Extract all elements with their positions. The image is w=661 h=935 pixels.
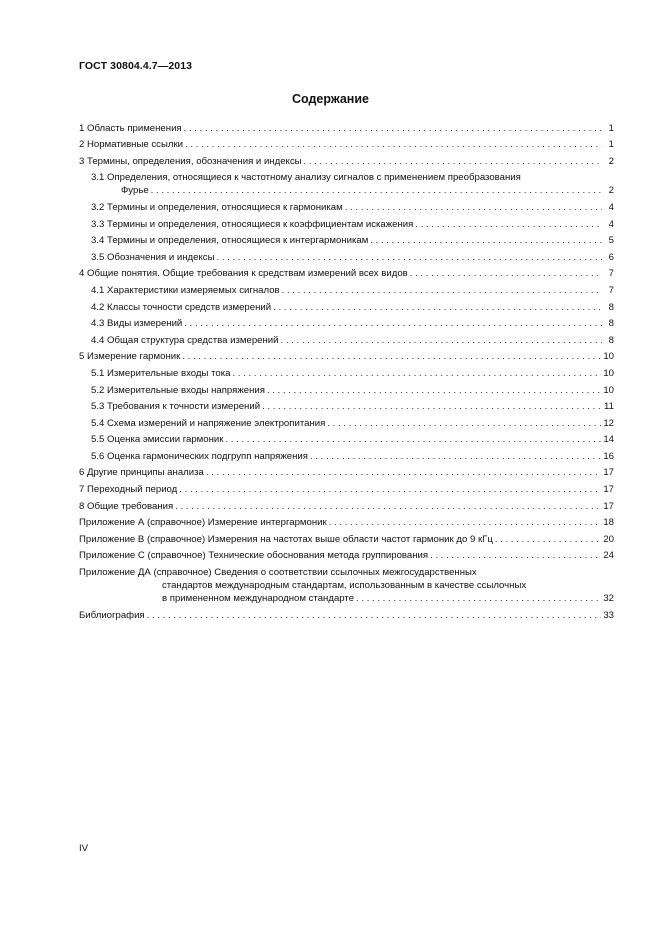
toc-entry-5-1[interactable] <box>79 367 614 380</box>
toc-entry-page: 7 <box>608 268 614 280</box>
toc-entry-page: 33 <box>603 609 614 621</box>
toc-entry-label: 4.3 Виды измерений <box>91 318 183 330</box>
dot-leader <box>370 234 602 247</box>
dot-leader <box>410 267 602 280</box>
toc-entry-label: 8 Общие требования <box>79 500 174 512</box>
toc-entry-label: Приложение А (справочное) Измерение интергармоник <box>79 517 327 529</box>
toc-entry-label: 5.5 Оценка эмиссии гармоник <box>91 434 224 446</box>
toc-entry-page: 1 <box>608 122 614 134</box>
toc-entry-7[interactable] <box>79 483 614 496</box>
toc-entry-page: 5 <box>608 235 614 247</box>
toc-entry-3[interactable] <box>79 155 614 168</box>
toc-entry-label: 1 Область применения <box>79 122 182 134</box>
dot-leader <box>495 533 601 546</box>
toc-entry-page: 10 <box>603 351 614 363</box>
toc-entry-page: 32 <box>603 593 614 605</box>
toc-entry-label: 4.4 Общая структура средства измерений <box>91 334 279 346</box>
table-of-contents <box>79 118 614 622</box>
toc-entry-label: 3.5 Обозначения и индексы <box>91 251 215 263</box>
dot-leader <box>206 466 601 479</box>
toc-entry-label: 2 Нормативные ссылки <box>79 139 184 151</box>
toc-entry-label: 3 Термины, определения, обозначения и индексы <box>79 155 302 167</box>
toc-entry-page: 7 <box>608 284 614 296</box>
toc-entry-label: 5 Измерение гармоник <box>79 351 181 363</box>
toc-entry-page: 18 <box>603 517 614 529</box>
dot-leader <box>147 609 602 622</box>
toc-entry-label: Библиография <box>79 609 145 621</box>
dot-leader <box>232 367 601 380</box>
toc-entry-5-2[interactable] <box>79 384 614 397</box>
toc-entry-page: 17 <box>603 467 614 479</box>
dot-leader <box>415 218 602 231</box>
dot-leader <box>329 516 602 529</box>
toc-entry-3-5[interactable] <box>79 251 614 264</box>
toc-entry-label: 5.2 Измерительные входы напряжения <box>91 384 265 396</box>
toc-entry-2[interactable] <box>79 138 614 151</box>
toc-entry-label: 3.4 Термины и определения, относящиеся к интергармоникам <box>91 235 369 247</box>
toc-entry-page: 2 <box>608 155 614 167</box>
toc-entry-page: 24 <box>603 550 614 562</box>
toc-entry-5[interactable] <box>79 350 614 363</box>
toc-entry-3-2[interactable] <box>79 201 614 214</box>
dot-leader <box>310 450 601 463</box>
toc-entry-page: 4 <box>608 218 614 230</box>
toc-entry-label: 4.1 Характеристики измеряемых сигналов <box>91 284 280 296</box>
toc-entry-page: 12 <box>603 417 614 429</box>
toc-entry-4-2[interactable] <box>79 301 614 314</box>
toc-entry-page: 2 <box>608 185 614 197</box>
dot-leader <box>184 317 602 330</box>
toc-entry-continuation <box>91 184 614 197</box>
toc-entry-label-line-1: Приложение ДА (справочное) Сведения о соответствии ссылочных межгосударственных <box>79 567 477 579</box>
toc-entry-page: 4 <box>608 201 614 213</box>
dot-leader <box>304 155 602 168</box>
toc-entry-label: 4 Общие понятия. Общие требования к средствам измерений всех видов <box>79 268 408 280</box>
toc-entry-8[interactable] <box>79 500 614 513</box>
dot-leader <box>281 334 602 347</box>
toc-entry-5-4[interactable] <box>79 417 614 430</box>
toc-entry-label: 3.2 Термины и определения, относящиеся к гармоникам <box>91 201 343 213</box>
dot-leader <box>327 417 601 430</box>
toc-title: Содержание <box>291 92 369 106</box>
toc-entry-label: 5.4 Схема измерений и напряжение электропитания <box>91 417 326 429</box>
dot-leader <box>179 483 601 496</box>
toc-entry-label: 6 Другие принципы анализа <box>79 467 204 479</box>
dot-leader <box>267 384 601 397</box>
toc-entry-1[interactable] <box>79 122 614 135</box>
toc-entry-label: Приложение С (справочное) Технические обоснования метода группирования <box>79 550 429 562</box>
dot-leader <box>356 592 601 605</box>
toc-entry-appendix-c[interactable] <box>79 549 614 562</box>
dot-leader <box>430 549 601 562</box>
toc-entry-label: 5.3 Требования к точности измерений <box>91 401 261 413</box>
toc-entry-page: 1 <box>608 139 614 151</box>
dot-leader <box>175 500 601 513</box>
toc-entry-label-line-3: в примененном международном стандарте <box>162 593 355 605</box>
toc-entry-label: 7 Переходный период <box>79 484 178 496</box>
toc-entry-4-3[interactable] <box>79 317 614 330</box>
toc-entry-label: Приложение В (справочное) Измерения на частотах выше области частот гармоник до 9 кГц <box>79 533 493 545</box>
dot-leader <box>216 251 602 264</box>
toc-entry-label-line-2: Фурье <box>121 185 149 197</box>
toc-entry-page: 14 <box>603 434 614 446</box>
dot-leader <box>185 138 602 151</box>
toc-entry-3-4[interactable] <box>79 234 614 247</box>
dot-leader <box>182 350 601 363</box>
toc-entry-page: 11 <box>604 401 614 413</box>
document-code: ГОСТ 30804.4.7—2013 <box>79 60 193 72</box>
toc-entry-5-3[interactable] <box>79 400 614 413</box>
dot-leader <box>225 433 601 446</box>
toc-entry-label: 4.2 Классы точности средств измерений <box>91 301 272 313</box>
dot-leader <box>151 184 602 197</box>
dot-leader <box>184 122 602 135</box>
page-number: IV <box>79 843 89 854</box>
toc-entry-label: 5.1 Измерительные входы тока <box>91 367 231 379</box>
toc-entry-page: 16 <box>603 450 614 462</box>
toc-entry-appendix-a[interactable] <box>79 516 614 529</box>
toc-entry-page: 6 <box>608 251 614 263</box>
toc-entry-page: 17 <box>603 484 614 496</box>
toc-entry-page: 17 <box>603 500 614 512</box>
dot-leader <box>262 400 602 413</box>
toc-entry-appendix-b[interactable] <box>79 533 614 546</box>
toc-entry-5-6[interactable] <box>79 450 614 463</box>
toc-entry-appendix-da[interactable] <box>79 566 614 605</box>
toc-entry-bibliography[interactable] <box>79 609 614 622</box>
toc-entry-3-1[interactable] <box>79 171 614 197</box>
toc-entry-4[interactable] <box>79 267 614 280</box>
toc-entry-3-3[interactable] <box>79 218 614 231</box>
toc-entry-4-1[interactable] <box>79 284 614 297</box>
toc-entry-4-4[interactable] <box>79 334 614 347</box>
toc-entry-label: 3.3 Термины и определения, относящиеся к коэффициентам искажения <box>91 218 414 230</box>
toc-entry-label-line-2: стандартов международным стандартам, использованным в качестве ссылочных <box>162 580 527 592</box>
toc-entry-page: 8 <box>608 301 614 313</box>
dot-leader <box>282 284 602 297</box>
toc-entry-page: 20 <box>603 533 614 545</box>
toc-entry-6[interactable] <box>79 466 614 479</box>
dot-leader <box>345 201 602 214</box>
toc-entry-label: 5.6 Оценка гармонических подгрупп напряжения <box>91 450 308 462</box>
toc-entry-label-line-1: 3.1 Определения, относящиеся к частотному анализу сигналов с применением преобразования <box>91 172 521 184</box>
dot-leader <box>273 301 602 314</box>
toc-entry-page: 10 <box>603 384 614 396</box>
toc-entry-page: 10 <box>603 367 614 379</box>
toc-entry-5-5[interactable] <box>79 433 614 446</box>
toc-entry-page: 8 <box>608 334 614 346</box>
toc-entry-continuation <box>79 592 614 605</box>
toc-entry-page: 8 <box>608 318 614 330</box>
